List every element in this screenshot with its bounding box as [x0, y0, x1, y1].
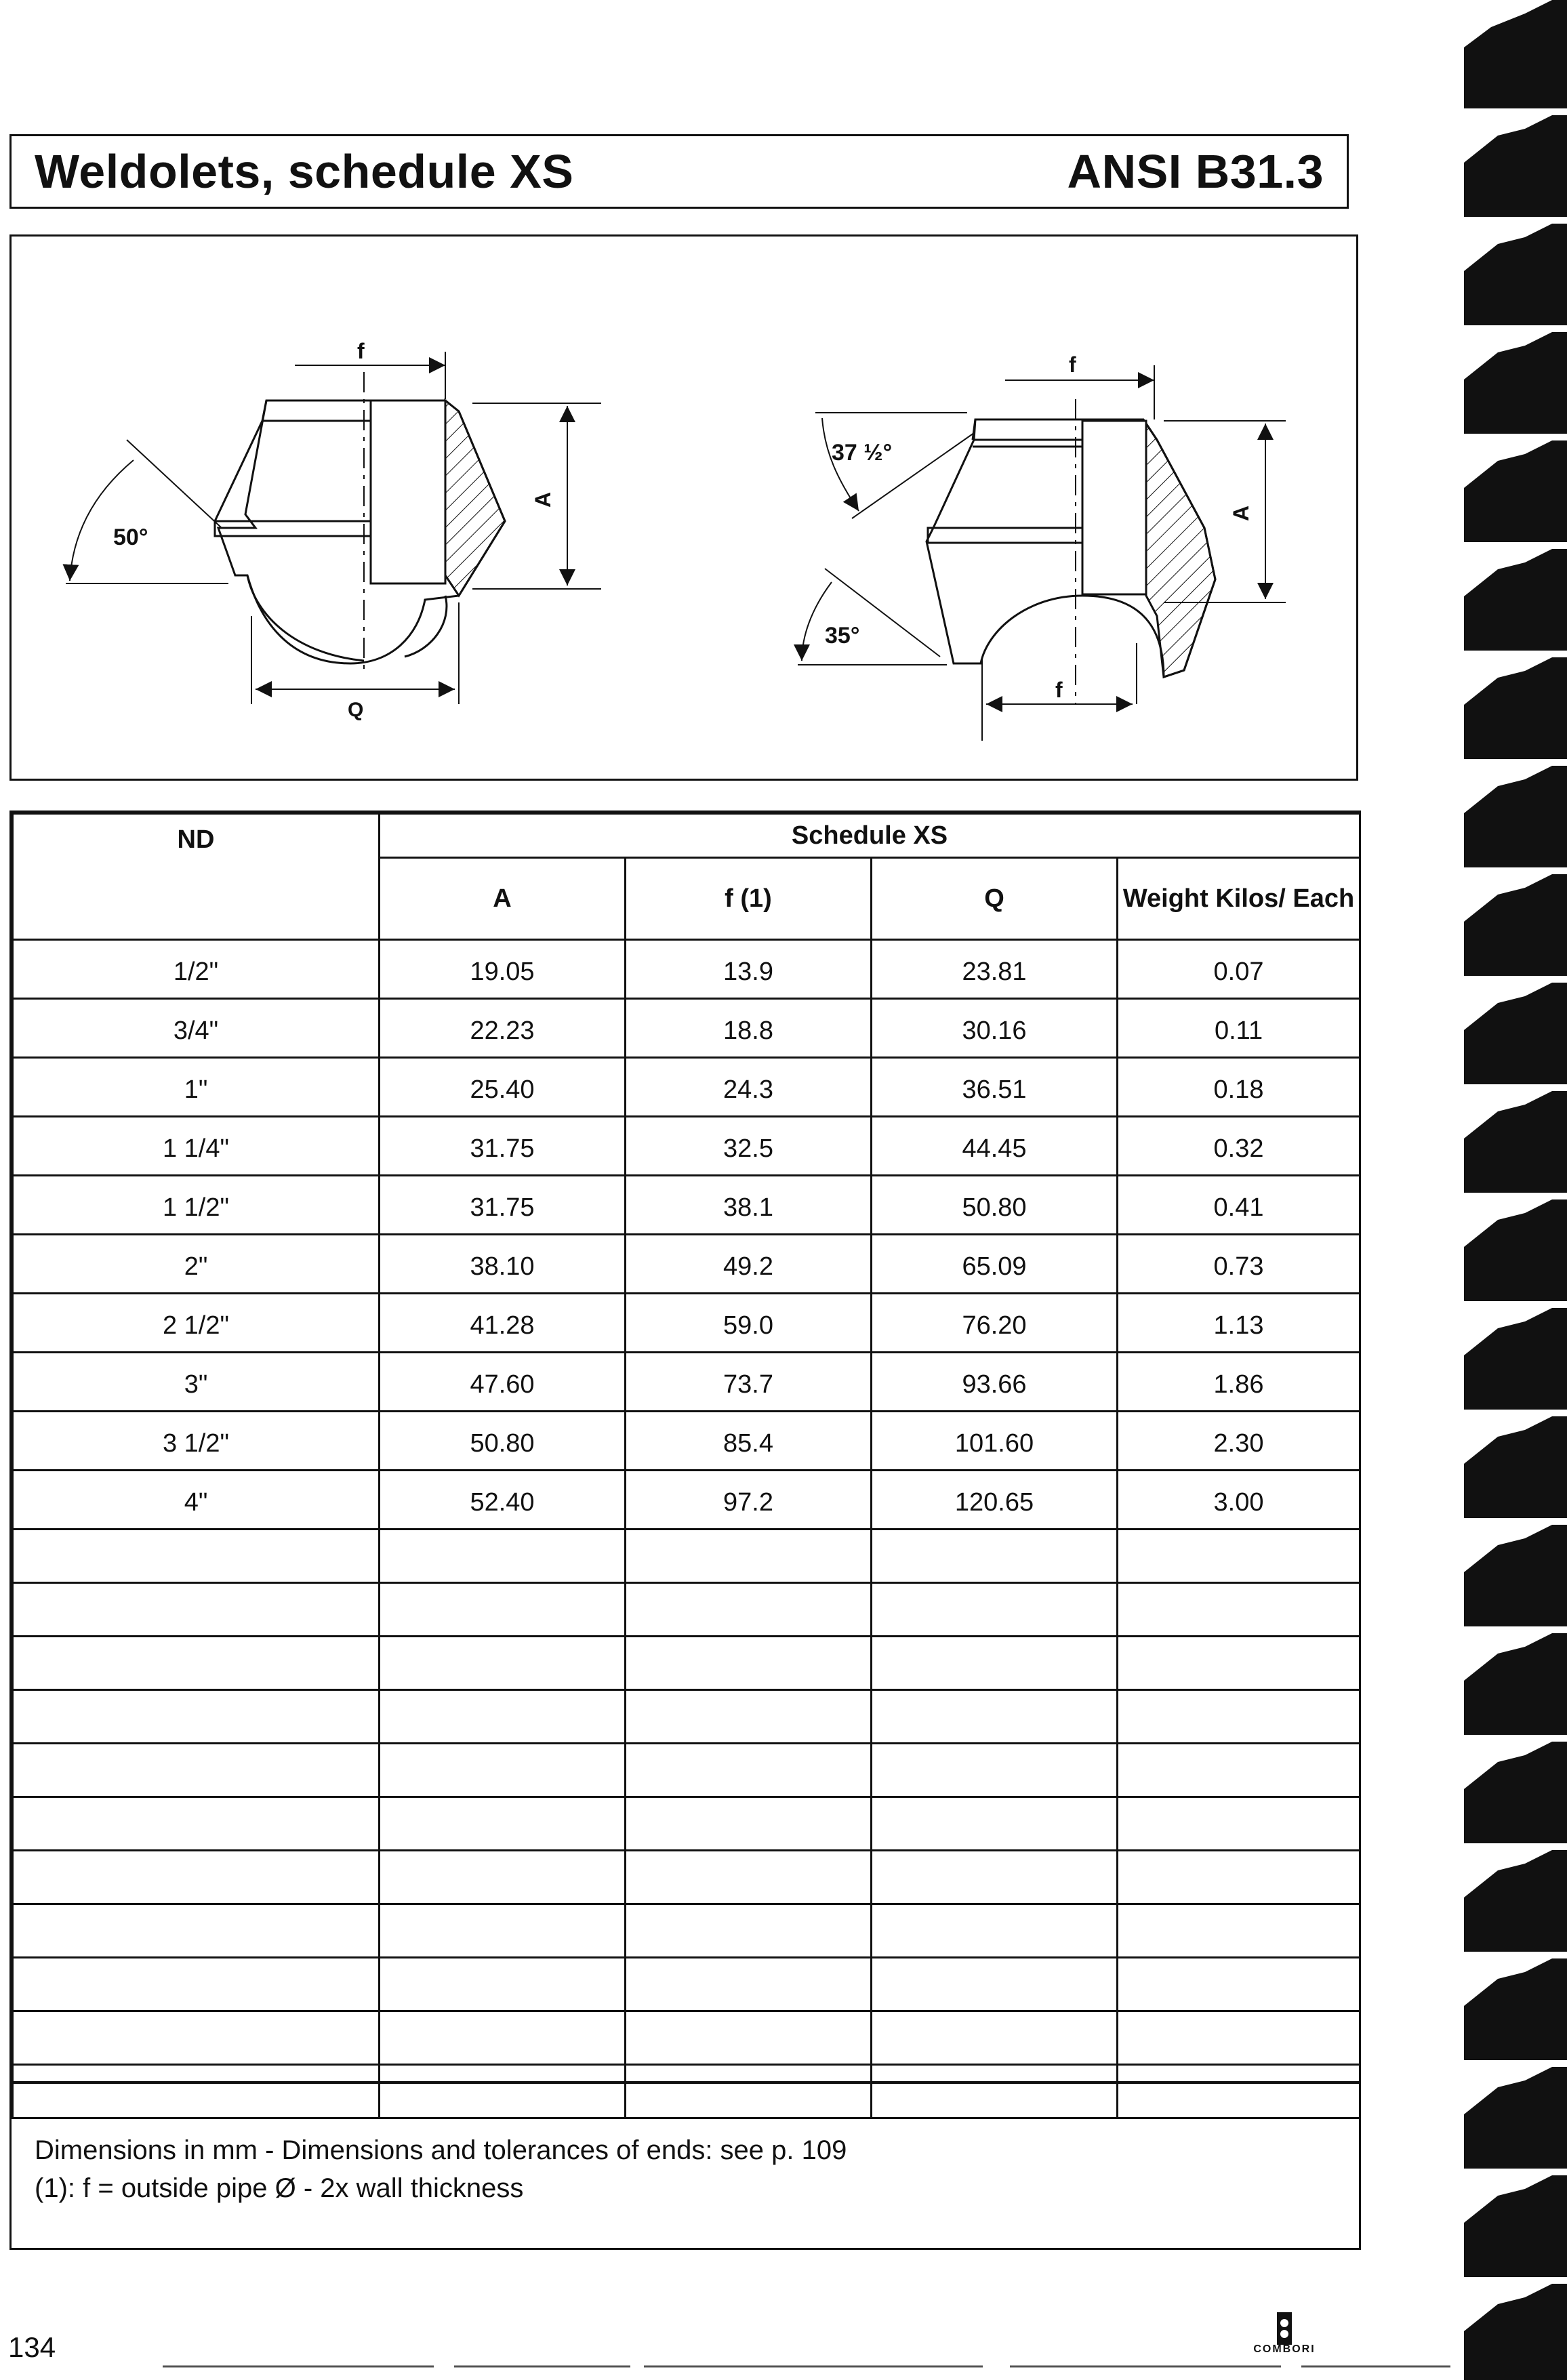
right-dim-a-label: A — [1229, 505, 1253, 521]
right-view — [798, 365, 1286, 741]
weight-cell: 0.41 — [1118, 1176, 1360, 1235]
table-row — [13, 1471, 1360, 1530]
left-dim-q-label: Q — [348, 699, 364, 721]
q-cell: 44.45 — [872, 1117, 1118, 1176]
empty-row — [13, 1797, 1360, 1851]
q-cell: 30.16 — [872, 999, 1118, 1058]
right-hatch — [1146, 424, 1215, 677]
weight-cell: 0.11 — [1118, 999, 1360, 1058]
right-dim-f-top-label: f — [1069, 352, 1076, 377]
q-cell: 23.81 — [872, 940, 1118, 999]
empty-row — [13, 1744, 1360, 1797]
weight-cell: 2.30 — [1118, 1412, 1360, 1471]
title-bar — [9, 134, 1349, 209]
nd-cell: 2" — [13, 1235, 380, 1294]
empty-row — [13, 1958, 1360, 2011]
q-cell: 36.51 — [872, 1058, 1118, 1117]
nd-cell: 1" — [13, 1058, 380, 1117]
table-row — [13, 1353, 1360, 1412]
notes-panel — [9, 2082, 1361, 2250]
f-cell: 59.0 — [626, 1294, 872, 1353]
weight-cell: 0.73 — [1118, 1235, 1360, 1294]
q-cell: 50.80 — [872, 1176, 1118, 1235]
table-row — [13, 1235, 1360, 1294]
thumb-index-tabs — [1450, 0, 1567, 2380]
table-row — [13, 1294, 1360, 1353]
page-number: 134 — [8, 2331, 56, 2363]
nd-cell: 2 1/2" — [13, 1294, 380, 1353]
technical-drawing-panel — [9, 234, 1358, 781]
table-row — [13, 1176, 1360, 1235]
a-cell: 41.28 — [380, 1294, 626, 1353]
weight-cell: 1.13 — [1118, 1294, 1360, 1353]
left-bore — [371, 401, 445, 583]
table-row — [13, 1412, 1360, 1471]
weight-cell: 3.00 — [1118, 1471, 1360, 1530]
standard-label: ANSI B31.3 — [1067, 145, 1324, 198]
col-weight-header: Weight Kilos/ Each — [1118, 858, 1360, 940]
f-cell: 18.8 — [626, 999, 872, 1058]
f-cell: 97.2 — [626, 1471, 872, 1530]
nd-cell: 1/2" — [13, 940, 380, 999]
left-hatch — [445, 401, 505, 596]
schedule-group-header: Schedule XS — [380, 814, 1360, 858]
weight-cell: 0.18 — [1118, 1058, 1360, 1117]
left-dim-a-label: A — [531, 491, 555, 508]
left-dim-f-label: f — [357, 339, 365, 363]
f-cell: 85.4 — [626, 1412, 872, 1471]
a-cell: 25.40 — [380, 1058, 626, 1117]
f-cell: 32.5 — [626, 1117, 872, 1176]
weight-cell: 1.86 — [1118, 1353, 1360, 1412]
empty-row — [13, 1904, 1360, 1958]
dimension-table-panel — [9, 811, 1361, 2083]
right-angle-bottom-label: 35° — [825, 623, 860, 649]
col-f-header: f (1) — [626, 858, 872, 940]
f-cell: 38.1 — [626, 1176, 872, 1235]
q-cell: 120.65 — [872, 1471, 1118, 1530]
bottom-scan-rule — [163, 2362, 1450, 2371]
nd-cell: 3" — [13, 1353, 380, 1412]
empty-row — [13, 1583, 1360, 1637]
right-bore — [1082, 421, 1146, 594]
left-angle-label: 50° — [113, 525, 148, 550]
brand-logo — [1240, 2312, 1328, 2360]
weight-cell: 0.07 — [1118, 940, 1360, 999]
brand-name: COMBORI — [1253, 2343, 1316, 2355]
table-row — [13, 999, 1360, 1058]
page-title: Weldolets, schedule XS — [35, 145, 574, 198]
a-cell: 22.23 — [380, 999, 626, 1058]
weldolet-drawing — [12, 237, 1360, 783]
a-cell: 19.05 — [380, 940, 626, 999]
f-cell: 49.2 — [626, 1235, 872, 1294]
a-cell: 50.80 — [380, 1412, 626, 1471]
right-dim-f-bottom-label: f — [1055, 678, 1063, 702]
q-cell: 101.60 — [872, 1412, 1118, 1471]
q-cell: 65.09 — [872, 1235, 1118, 1294]
a-cell: 47.60 — [380, 1353, 626, 1412]
table-row — [13, 940, 1360, 999]
table-row — [13, 1117, 1360, 1176]
note-footnote-1: (1): f = outside pipe Ø - 2x wall thickness — [35, 2173, 524, 2203]
a-cell: 38.10 — [380, 1235, 626, 1294]
table-row — [13, 1058, 1360, 1117]
empty-row — [13, 2011, 1360, 2065]
empty-row — [13, 1637, 1360, 1690]
q-cell: 76.20 — [872, 1294, 1118, 1353]
a-cell: 31.75 — [380, 1176, 626, 1235]
nd-cell: 1 1/2" — [13, 1176, 380, 1235]
right-angle-top-label: 37 ½° — [832, 440, 893, 466]
note-dimensions: Dimensions in mm - Dimensions and tolerances of ends: see p. 109 — [35, 2135, 847, 2165]
brand-mark-icon — [1276, 2312, 1293, 2345]
empty-row — [13, 1530, 1360, 1583]
nd-cell: 3/4" — [13, 999, 380, 1058]
col-a-header: A — [380, 858, 626, 940]
dimension-table — [12, 813, 1361, 2119]
f-cell: 13.9 — [626, 940, 872, 999]
nd-cell: 4" — [13, 1471, 380, 1530]
f-cell: 73.7 — [626, 1353, 872, 1412]
weight-cell: 0.32 — [1118, 1117, 1360, 1176]
f-cell: 24.3 — [626, 1058, 872, 1117]
nd-header: ND — [13, 814, 380, 940]
nd-cell: 3 1/2" — [13, 1412, 380, 1471]
empty-row — [13, 1851, 1360, 1904]
col-q-header: Q — [872, 858, 1118, 940]
q-cell: 93.66 — [872, 1353, 1118, 1412]
empty-row — [13, 1690, 1360, 1744]
a-cell: 52.40 — [380, 1471, 626, 1530]
nd-cell: 1 1/4" — [13, 1117, 380, 1176]
a-cell: 31.75 — [380, 1117, 626, 1176]
